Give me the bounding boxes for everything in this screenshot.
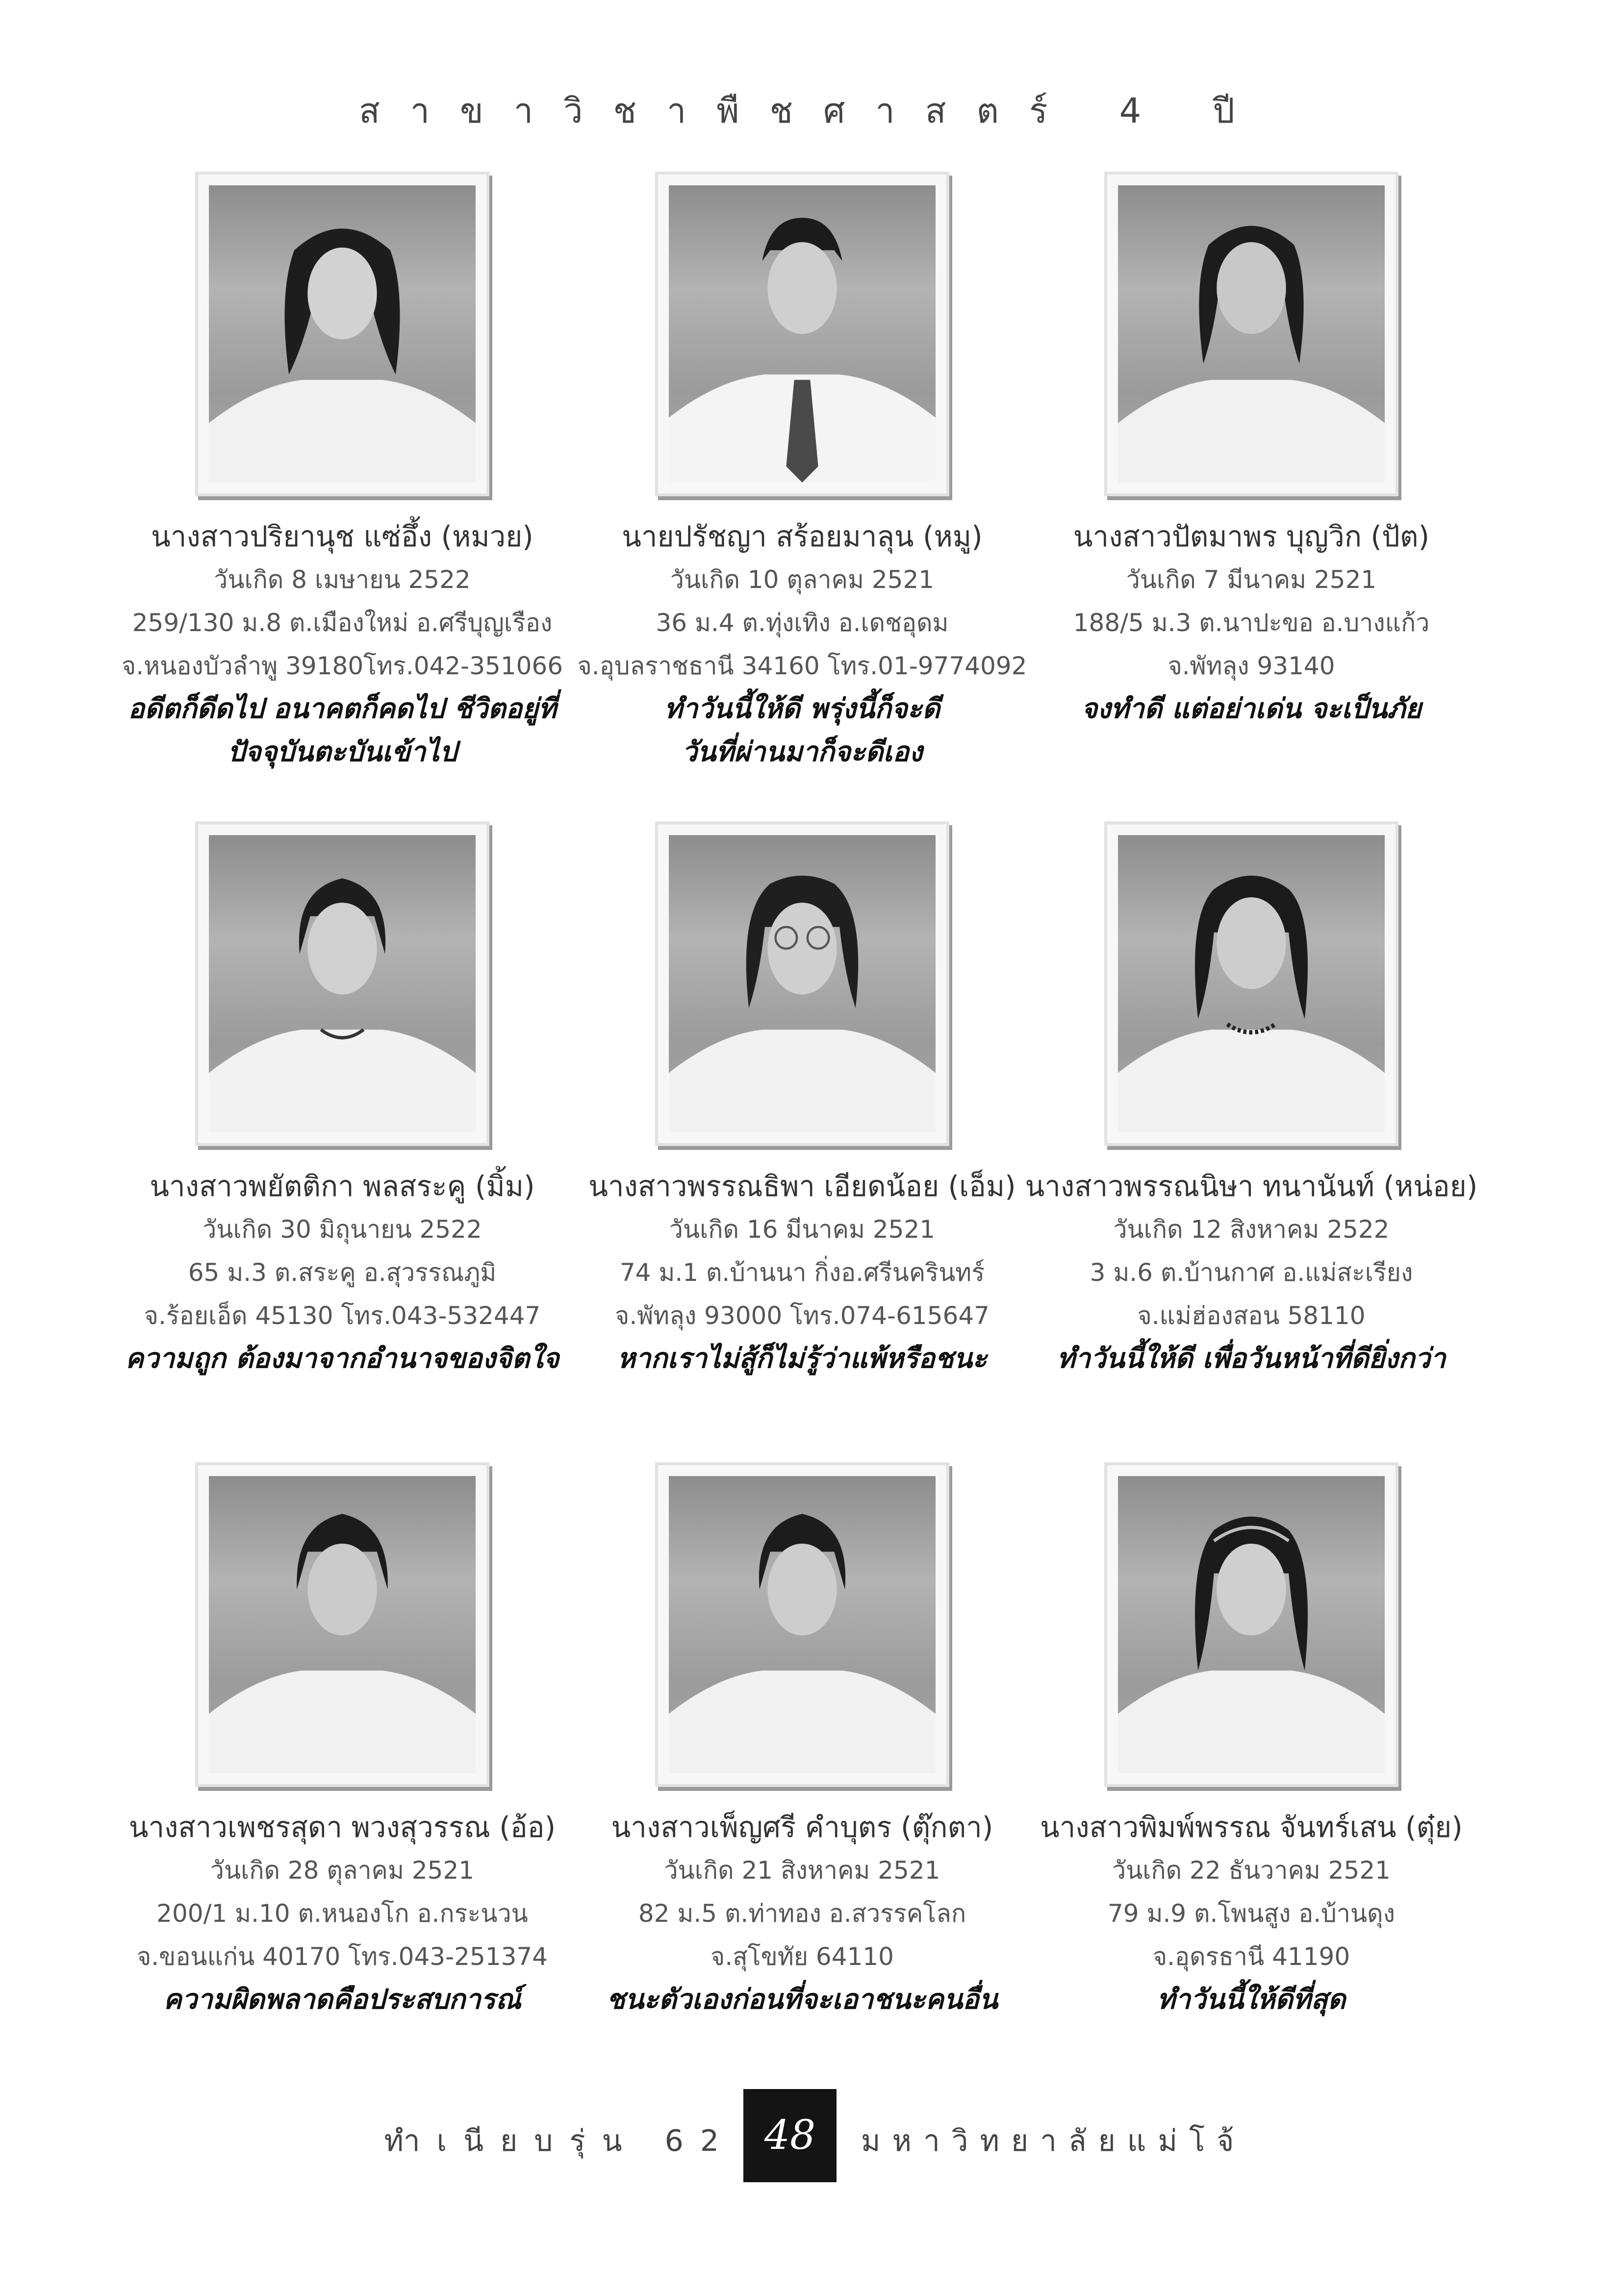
student-name: นายปรัชญา สร้อยมาลุน (หมู): [622, 520, 983, 553]
footer-university-label: มหาวิทยาลัยแม่โจ้: [861, 2124, 1246, 2158]
birth-date: วันเกิด 30 มิถุนายน 2522: [203, 1215, 482, 1244]
birth-date: วันเกิด 12 สิงหาคม 2522: [1113, 1215, 1390, 1244]
student-name: นางสาวเพชรสุดา พวงสุวรรณ (อ้อ): [128, 1810, 556, 1844]
footer-yearbook-label: ทำเนียบรุ่น 62: [384, 2124, 736, 2158]
page-number: 48: [743, 2089, 837, 2182]
motto-line: ความผิดพลาดคือประสบการณ์: [163, 1984, 521, 2015]
motto-line: ทำวันนี้ให้ดีที่สุด: [1157, 1984, 1346, 2015]
student-name: นางสาวพรรณธิพา เอียดน้อย (เอ็ม): [588, 1170, 1016, 1203]
motto-line: จงทำดี แต่อย่าเด่น จะเป็นภัย: [1081, 693, 1421, 725]
birth-date: วันเกิด 16 มีนาคม 2521: [669, 1215, 936, 1244]
address-line-1: 188/5 ม.3 ต.นาปะขอ อ.บางแก้ว: [1073, 609, 1430, 637]
page-footer: [0, 2089, 1624, 2182]
address-line-2: จ.อุดรธานี 41190: [1152, 1942, 1350, 1971]
birth-date: วันเกิด 7 มีนาคม 2521: [1126, 565, 1377, 594]
student-name: นางสาวเพ็ญศรี คำบุตร (ตุ๊กตา): [611, 1810, 993, 1844]
student-photo: [655, 821, 949, 1146]
student-name: นางสาวพิมพ์พรรณ จันทร์เสน (ตุ๋ย): [1040, 1810, 1463, 1844]
address-line-2: จ.อุบลราชธานี 34160 โทร.01-9774092: [577, 652, 1027, 680]
student-photo: [195, 172, 489, 496]
motto-line: ความถูก ต้องมาจากอำนาจของจิตใจ: [125, 1343, 559, 1375]
address-line-1: 74 ม.1 ต.บ้านนา กิ่งอ.ศรีนครินทร์: [619, 1258, 985, 1287]
student-photo: [655, 1462, 949, 1787]
address-line-1: 82 ม.5 ต.ท่าทอง อ.สวรรคโลก: [638, 1899, 966, 1928]
motto-line: อดีตก็ดีดไป อนาคตก็คดไป ชีวิตอยู่ที่: [128, 693, 557, 725]
student-name: นางสาวพรรณนิษา ทนานันท์ (หน่อย): [1025, 1170, 1478, 1203]
address-line-1: 65 ม.3 ต.สระคู อ.สุวรรณภูมิ: [188, 1258, 497, 1287]
student-name: นางสาวพยัตติกา พลสระคู (มิ้ม): [150, 1170, 535, 1203]
address-line-2: จ.ขอนแก่น 40170 โทร.043-251374: [136, 1942, 548, 1971]
birth-date: วันเกิด 10 ตุลาคม 2521: [670, 565, 935, 594]
birth-date: วันเกิด 28 ตุลาคม 2521: [210, 1856, 475, 1885]
student-photo: [195, 1462, 489, 1787]
student-name: นางสาวปัตมาพร บุญวิก (ปัต): [1073, 520, 1430, 553]
student-photo: [1104, 821, 1398, 1146]
address-line-2: จ.หนองบัวลำพู 39180โทร.042-351066: [121, 652, 563, 680]
address-line-1: 79 ม.9 ต.โพนสูง อ.บ้านดุง: [1107, 1899, 1396, 1928]
motto-line: ชนะตัวเองก่อนที่จะเอาชนะคนอื่น: [606, 1984, 998, 2015]
motto-line: วันที่ผ่านมาก็จะดีเอง: [682, 736, 923, 768]
student-photo: [1104, 1462, 1398, 1787]
address-line-1: 259/130 ม.8 ต.เมืองใหม่ อ.ศรีบุญเรือง: [132, 609, 553, 637]
student-photo: [1104, 172, 1398, 496]
birth-date: วันเกิด 22 ธันวาคม 2521: [1112, 1856, 1391, 1885]
address-line-1: 36 ม.4 ต.ทุ่งเทิง อ.เดชอุดม: [656, 609, 949, 637]
student-photo: [195, 821, 489, 1146]
motto-line: ปัจจุบันตะบันเข้าไป: [228, 736, 457, 768]
birth-date: วันเกิด 21 สิงหาคม 2521: [664, 1856, 940, 1885]
department-title: สาขาวิชาพืชศาสตร์ 4 ปี: [359, 91, 1265, 131]
address-line-2: จ.พัทลุง 93000 โทร.074-615647: [615, 1301, 990, 1330]
motto-line: หากเราไม่สู้ก็ไม่รู้ว่าแพ้หรือชนะ: [617, 1343, 988, 1375]
address-line-1: 200/1 ม.10 ต.หนองโก อ.กระนวน: [156, 1899, 528, 1928]
birth-date: วันเกิด 8 เมษายน 2522: [214, 565, 471, 594]
motto-line: ทำวันนี้ให้ดี พรุ่งนี้ก็จะดี: [664, 693, 940, 725]
address-line-2: จ.พัทลุง 93140: [1167, 652, 1335, 680]
student-name: นางสาวปริยานุช แซ่อึ้ง (หมวย): [151, 520, 533, 553]
address-line-2: จ.แม่ฮ่องสอน 58110: [1137, 1301, 1366, 1330]
address-line-1: 3 ม.6 ต.บ้านกาศ อ.แม่สะเรียง: [1090, 1258, 1413, 1287]
motto-line: ทำวันนี้ให้ดี เพื่อวันหน้าที่ดียิ่งกว่า: [1057, 1343, 1446, 1375]
student-photo: [655, 172, 949, 496]
address-line-2: จ.ร้อยเอ็ด 45130 โทร.043-532447: [144, 1301, 541, 1330]
address-line-2: จ.สุโขทัย 64110: [710, 1942, 894, 1971]
